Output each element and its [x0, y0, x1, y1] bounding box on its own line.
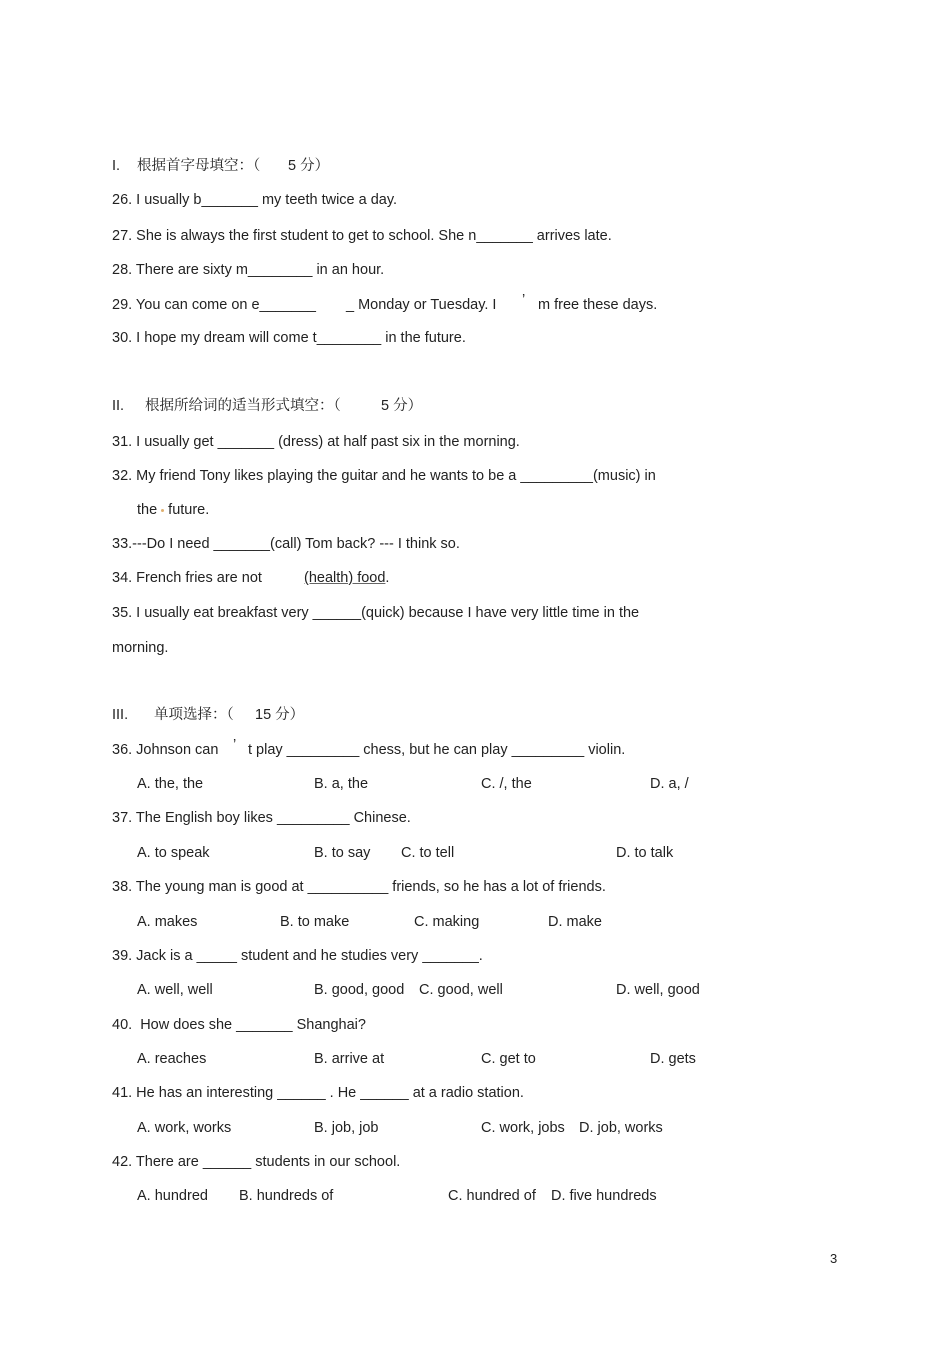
question-32-word-the: the — [137, 502, 158, 518]
option-38-d: D. make — [548, 914, 602, 930]
question-41: 41. He has an interesting ______ . He ______ at a radio station. — [112, 1085, 524, 1101]
option-39-a: A. well, well — [137, 982, 213, 998]
question-35-line-2: morning. — [112, 640, 169, 656]
question-36-part-a: 36. Johnson can — [112, 742, 219, 758]
question-29-part-d: m free these days. — [538, 297, 658, 313]
question-33: 33.---Do I need _______(call) Tom back? --- I think so. — [112, 536, 460, 552]
page-number: 3 — [830, 1251, 838, 1266]
question-42: 42. There are ______ students in our school. — [112, 1154, 401, 1170]
question-39: 39. Jack is a _____ student and he studies very _______. — [112, 948, 483, 964]
option-37-c: C. to tell — [401, 845, 455, 861]
option-41-a: A. work, works — [137, 1120, 232, 1136]
question-31: 31. I usually get _______ (dress) at half past six in the morning. — [112, 434, 520, 450]
question-29-apostrophe: ’ — [522, 292, 526, 308]
section-1-score: 5 分） — [288, 158, 330, 174]
question-36-apostrophe: ’ — [233, 737, 237, 753]
section-1-label: I. — [112, 158, 121, 174]
question-35-line-1: 35. I usually eat breakfast very ______(quick) because I have very little time in the — [112, 605, 640, 621]
question-28: 28. There are sixty m________ in an hour. — [112, 262, 385, 278]
option-42-c: C. hundred of — [448, 1188, 536, 1204]
question-37: 37. The English boy likes _________ Chinese. — [112, 810, 411, 826]
question-30: 30. I hope my dream will come t________ in the future. — [112, 330, 466, 346]
question-34-period: . — [385, 570, 390, 586]
option-36-a: A. the, the — [137, 776, 204, 792]
option-40-c: C. get to — [481, 1051, 536, 1067]
section-2-title: 根据所给词的适当形式填空：（ — [145, 398, 341, 414]
option-39-b: B. good, good — [314, 982, 405, 998]
option-36-d: D. a, / — [650, 776, 689, 792]
question-32-line-1: 32. My friend Tony likes playing the guitar and he wants to be a _________(music) in — [112, 468, 656, 484]
option-39-c: C. good, well — [419, 982, 503, 998]
yellow-dot-mark — [161, 509, 164, 512]
question-26: 26. I usually b_______ my teeth twice a day. — [112, 192, 398, 208]
option-37-a: A. to speak — [137, 845, 210, 861]
option-42-a: A. hundred — [137, 1188, 208, 1204]
option-38-a: A. makes — [137, 914, 198, 930]
option-41-b: B. job, job — [314, 1120, 379, 1136]
question-34-part-a: 34. French fries are not — [112, 570, 262, 586]
option-40-a: A. reaches — [137, 1051, 207, 1067]
option-37-d: D. to talk — [616, 845, 674, 861]
question-34-underlined-hint: (health) food — [304, 570, 386, 586]
option-36-c: C. /, the — [481, 776, 532, 792]
option-38-b: B. to make — [280, 914, 350, 930]
section-2-score: 5 分） — [381, 398, 423, 414]
question-29-part-b: _ Monday or Tuesday. I — [346, 297, 497, 313]
section-3-label: III. — [112, 707, 129, 723]
option-37-b: B. to say — [314, 845, 371, 861]
section-3-score: 15 分） — [255, 707, 305, 723]
section-3-title: 单项选择：（ — [154, 707, 234, 723]
question-29-part-a: 29. You can come on e_______ — [112, 297, 316, 313]
option-39-d: D. well, good — [616, 982, 700, 998]
option-41-d: D. job, works — [579, 1120, 663, 1136]
question-40: 40. How does she _______ Shanghai? — [112, 1017, 366, 1033]
section-2-label: II. — [112, 398, 125, 414]
option-40-d: D. gets — [650, 1051, 696, 1067]
question-36-part-c: t play _________ chess, but he can play _________ violin. — [248, 742, 626, 758]
question-34-part-b — [304, 569, 389, 587]
option-42-d: D. five hundreds — [551, 1188, 657, 1204]
option-38-c: C. making — [414, 914, 480, 930]
section-1-title: 根据首字母填空：（ — [137, 158, 261, 174]
option-41-c: C. work, jobs — [481, 1120, 565, 1136]
option-40-b: B. arrive at — [314, 1051, 385, 1067]
question-38: 38. The young man is good at __________ friends, so he has a lot of friends. — [112, 879, 606, 895]
option-36-b: B. a, the — [314, 776, 369, 792]
question-32-line-2 — [137, 501, 209, 519]
option-42-b: B. hundreds of — [239, 1188, 334, 1204]
question-32-word-future: future. — [168, 502, 210, 518]
question-27: 27. She is always the first student to get to school. She n_______ arrives late. — [112, 228, 612, 244]
